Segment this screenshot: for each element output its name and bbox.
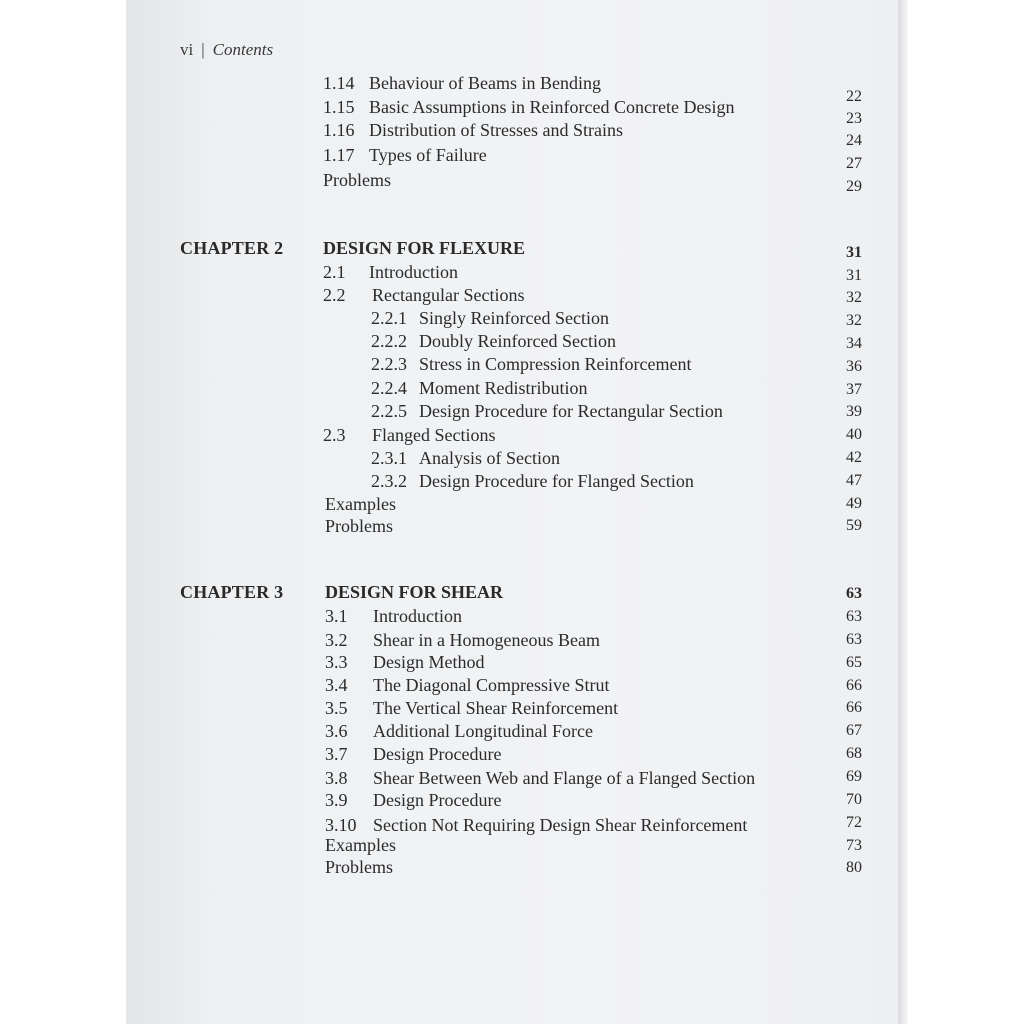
chapter-label: CHAPTER 2 xyxy=(180,238,284,258)
toc-entry xyxy=(325,743,501,765)
toc-entry xyxy=(323,144,487,166)
toc-entry-title: Rectangular Sections xyxy=(372,285,525,305)
toc-entry-title: Design Procedure for Flanged Section xyxy=(419,471,694,491)
toc-entry-number: 1.17 xyxy=(323,145,355,165)
toc-entry-title: Additional Longitudinal Force xyxy=(373,721,593,741)
toc-entry xyxy=(325,856,393,878)
toc-entry xyxy=(323,72,601,94)
toc-entry xyxy=(323,424,496,446)
chapter-title: DESIGN FOR SHEAR xyxy=(325,582,504,602)
toc-entry-page: 66 xyxy=(846,677,862,694)
toc-entry-number: 2.2.4 xyxy=(371,378,407,398)
toc-entry-page: 66 xyxy=(846,699,862,716)
toc-entry-page: 67 xyxy=(846,722,862,739)
toc-entry-title: Introduction xyxy=(369,262,458,282)
toc-entry xyxy=(325,697,618,719)
toc-subentry xyxy=(371,447,560,469)
toc-entry-title: Problems xyxy=(325,516,394,536)
toc-entry-title: The Diagonal Compressive Strut xyxy=(373,675,610,695)
running-head-separator: | xyxy=(201,40,205,59)
toc-subentry xyxy=(371,470,694,492)
toc-entry-page: 73 xyxy=(846,837,862,854)
toc-subentry xyxy=(371,307,609,329)
toc-entry-page: 37 xyxy=(846,381,862,398)
toc-entry xyxy=(323,284,524,306)
toc-entry-page: 34 xyxy=(846,335,862,352)
toc-entry-title: Design Procedure xyxy=(373,790,502,810)
running-head xyxy=(180,40,273,60)
chapter-page: 63 xyxy=(846,585,862,602)
toc-entry-title: Singly Reinforced Section xyxy=(419,308,609,328)
toc-entry-title: Problems xyxy=(323,170,392,190)
toc-entry-page: 40 xyxy=(846,426,862,443)
toc-entry-page: 32 xyxy=(846,312,862,329)
toc-entry-number: 2.1 xyxy=(323,262,346,282)
toc-entry-page: 39 xyxy=(846,403,862,420)
toc-entry xyxy=(325,789,501,811)
toc-subentry xyxy=(371,330,616,352)
toc-entry-number: 1.14 xyxy=(323,73,355,93)
toc-entry-title: Stress in Compression Reinforcement xyxy=(419,354,692,374)
toc-entry-page: 63 xyxy=(846,631,862,648)
toc-entry-number: 1.16 xyxy=(323,120,355,140)
toc-entry-number: 2.3.1 xyxy=(371,448,407,468)
toc-entry-number: 3.8 xyxy=(325,768,348,788)
toc-entry-title: Shear in a Homogeneous Beam xyxy=(373,630,600,650)
toc-entry-number: 3.10 xyxy=(325,815,357,835)
toc-entry-title: Behaviour of Beams in Bending xyxy=(369,73,601,93)
toc-entry-number: 3.1 xyxy=(325,606,348,626)
toc-entry-page: 72 xyxy=(846,814,862,831)
toc-entry-title: Problems xyxy=(325,857,394,877)
toc-entry xyxy=(325,767,755,789)
toc-entry xyxy=(325,515,393,537)
toc-entry-page: 68 xyxy=(846,745,862,762)
toc-entry-number: 1.15 xyxy=(323,97,355,117)
toc-entry-title: The Vertical Shear Reinforcement xyxy=(373,698,619,718)
toc-subentry xyxy=(371,377,588,399)
page-edge xyxy=(898,0,908,1024)
toc-entry-page: 31 xyxy=(846,267,862,284)
toc-entry-number: 2.2.5 xyxy=(371,401,407,421)
toc-entry-number: 3.9 xyxy=(325,790,348,810)
toc-entry xyxy=(325,493,396,515)
toc-entry-page: 70 xyxy=(846,791,862,808)
toc-entry-page: 69 xyxy=(846,768,862,785)
toc-entry-number: 2.2.2 xyxy=(371,331,407,351)
toc-entry xyxy=(323,169,391,191)
toc-entry xyxy=(325,814,747,836)
toc-entry-number: 2.3.2 xyxy=(371,471,407,491)
toc-entry-page: 29 xyxy=(846,178,862,195)
toc-entry-page: 32 xyxy=(846,289,862,306)
page-folio: vi xyxy=(180,40,194,59)
toc-entry-number: 3.5 xyxy=(325,698,348,718)
toc-entry-number: 2.3 xyxy=(323,425,346,445)
toc-entry-title: Shear Between Web and Flange of a Flanged Section xyxy=(373,768,756,788)
toc-entry xyxy=(323,96,734,118)
toc-subentry xyxy=(371,400,723,422)
toc-entry-number: 3.4 xyxy=(325,675,348,695)
toc-entry-page: 27 xyxy=(846,155,862,172)
toc-entry xyxy=(323,261,458,283)
toc-entry-page: 23 xyxy=(846,110,862,127)
toc-entry-page: 59 xyxy=(846,517,862,534)
toc-entry xyxy=(325,651,485,673)
toc-entry-title: Flanged Sections xyxy=(372,425,496,445)
book-page xyxy=(126,0,898,1024)
toc-entry xyxy=(325,720,593,742)
toc-entry-title: Types of Failure xyxy=(369,145,487,165)
toc-entry-number: 2.2.1 xyxy=(371,308,407,328)
toc-entry-page: 47 xyxy=(846,472,862,489)
chapter-label: CHAPTER 3 xyxy=(180,582,284,602)
toc-subentry xyxy=(371,353,691,375)
toc-entry-page: 36 xyxy=(846,358,862,375)
toc-entry-number: 3.2 xyxy=(325,630,348,650)
toc-entry-number: 3.7 xyxy=(325,744,348,764)
toc-entry-number: 3.6 xyxy=(325,721,348,741)
toc-entry-title: Section Not Requiring Design Shear Reinforcement xyxy=(373,815,748,835)
toc-entry-title: Moment Redistribution xyxy=(419,378,588,398)
toc-entry-number: 2.2 xyxy=(323,285,346,305)
toc-entry-title: Doubly Reinforced Section xyxy=(419,331,616,351)
toc-entry-title: Introduction xyxy=(373,606,462,626)
toc-entry-page: 80 xyxy=(846,859,862,876)
toc-entry-page: 63 xyxy=(846,608,862,625)
toc-entry-title: Examples xyxy=(325,494,396,514)
toc-entry xyxy=(325,834,396,856)
toc-entry xyxy=(325,605,462,627)
toc-entry xyxy=(323,119,623,141)
running-head-section: Contents xyxy=(212,40,274,59)
toc-entry-page: 49 xyxy=(846,495,862,512)
chapter-page: 31 xyxy=(846,244,862,261)
toc-entry xyxy=(325,629,600,651)
toc-entry-title: Examples xyxy=(325,835,396,855)
toc-entry-title: Basic Assumptions in Reinforced Concrete Design xyxy=(369,97,735,117)
toc-entry-title: Analysis of Section xyxy=(419,448,560,468)
toc-entry-title: Design Procedure for Rectangular Section xyxy=(419,401,723,421)
toc-entry-number: 3.3 xyxy=(325,652,348,672)
toc-entry-page: 42 xyxy=(846,449,862,466)
toc-entry-number: 2.2.3 xyxy=(371,354,407,374)
toc-entry-page: 24 xyxy=(846,132,862,149)
toc-entry-title: Design Procedure xyxy=(373,744,502,764)
toc-entry-title: Distribution of Stresses and Strains xyxy=(369,120,623,140)
toc-entry-title: Design Method xyxy=(373,652,485,672)
toc-entry xyxy=(325,674,609,696)
toc-entry-page: 65 xyxy=(846,654,862,671)
toc-entry-page: 22 xyxy=(846,88,862,105)
chapter-title: DESIGN FOR FLEXURE xyxy=(323,238,526,258)
